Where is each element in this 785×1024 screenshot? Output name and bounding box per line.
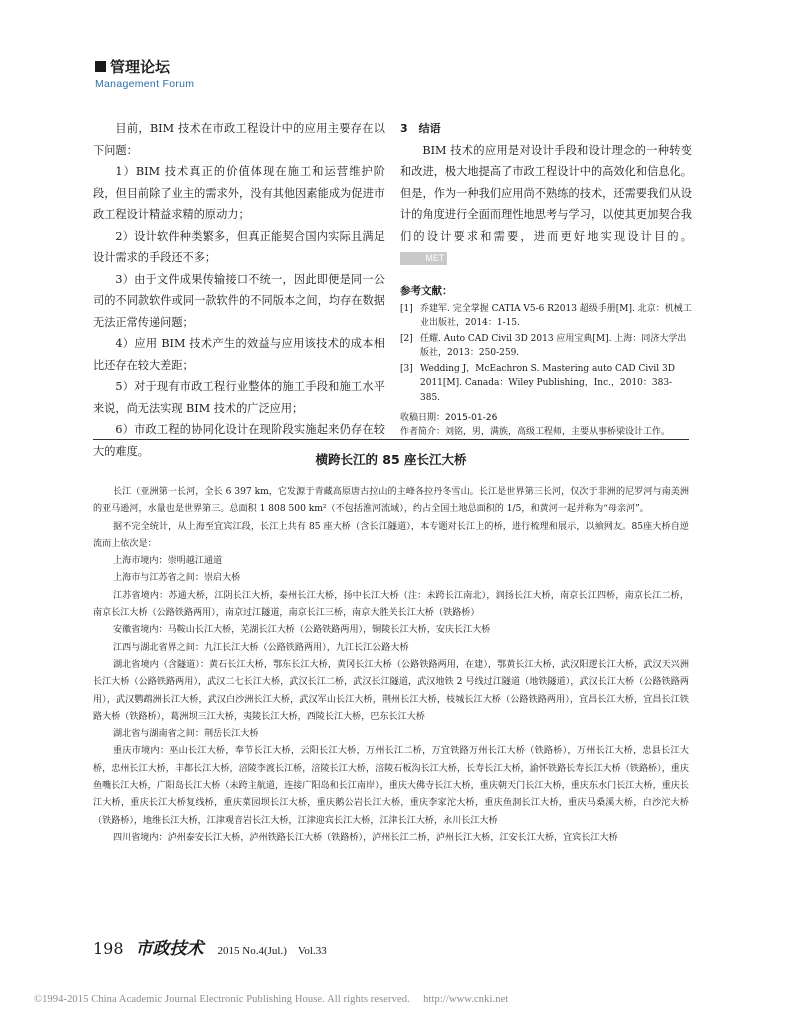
article-paragraph: 江西与湖北省界之间：九江长江大桥（公路铁路两用），九江长江公路大桥 [113, 642, 409, 653]
journal-name: 市政技术 [135, 939, 204, 959]
conclusion-text: BIM 技术的应用是对设计手段和设计理念的一种转变和改进，极大地提高了市政工程设计中的高效化和信息化。但是，作为一种我们应用尚不熟练的技术，还需要我们从设计的角度进行全面而理性地思考与学习，以使其更加契合我们的设计要求和需要，进而更好地实现设计目的。 [400, 143, 692, 243]
section-subtitle: Management Forum [95, 78, 195, 90]
reference-number: [1] [400, 303, 413, 314]
paragraph: 2）设计软件种类繁多，但真正能契合国内实际且满足设计需求的手段还不多； [93, 229, 385, 264]
met-tag: MET [400, 252, 447, 265]
article-paragraph: 湖北省境内（含隧道）：黄石长江大桥，鄂东长江大桥，黄冈长江大桥（公路铁路两用，在建），鄂黄长江大桥，武汉阳逻长江大桥，武汉天兴洲长江大桥（公路铁路两用），武汉二七长江大桥，武汉长江二桥，武汉长江隧道，武汉地铁 2 号线过江隧道（地铁隧道），武汉长江大桥（公路铁路两用），武汉鹦鹉洲长江大桥，武汉白沙洲长江大桥，武汉军山长江大桥，荆州长江大桥，枝城长江大桥（公路铁路两用），宜昌长江大桥，宜昌长江铁路大桥（铁路桥），葛洲坝三江大桥，夷陵长江大桥，西陵长江大桥，巴东长江大桥 [93, 659, 689, 722]
reference-item [400, 332, 692, 361]
square-bullet-icon [95, 61, 106, 72]
right-column [400, 118, 692, 439]
references-heading: 参考文献： [400, 284, 453, 297]
reference-text: 任耀. Auto CAD Civil 3D 2013 应用宝典[M]. 上海：同济大学出版社，2013：250-259. [420, 333, 687, 358]
article-paragraph: 江苏省境内：苏通大桥，江阴长江大桥，泰州长江大桥，扬中长江大桥（注：未跨长江南北），润扬长江大桥，南京长江四桥，南京长江二桥，南京长江大桥（公路铁路两用），南京过江隧道，南京长江三桥，南京大胜关长江大桥（铁路桥） [93, 590, 689, 619]
issue-info: 2015 No.4(Jul.) Vol.33 [217, 945, 327, 957]
page-header [95, 56, 194, 90]
section-title: 管理论坛 [110, 58, 171, 76]
article-paragraph: 安徽省境内：马鞍山长江大桥，芜湖长江大桥（公路铁路两用），铜陵长江大桥，安庆长江大桥 [113, 625, 491, 636]
reference-item [400, 362, 692, 406]
author-bio: 作者简介：刘铭，男，满族，高级工程师，主要从事桥梁设计工作。 [400, 427, 671, 437]
section-divider [93, 439, 689, 440]
reference-text: Wedding J，McEachron S. Mastering auto CAD Civil 3D 2011[M]. Canada：Wiley Publishing，Inc.，2010：383-385. [420, 363, 675, 403]
page-footer [93, 934, 327, 959]
conclusion-heading: 3 结语 [400, 122, 441, 135]
paragraph: 4）应用 BIM 技术产生的效益与应用该技术的成本相比还存在较大差距； [93, 337, 385, 372]
copyright-notice: ©1994-2015 China Academic Journal Electronic Publishing House. All rights reserved. http://www.cnki.net [34, 994, 509, 1005]
paragraph: 5）对于现有市政工程行业整体的施工手段和施工水平来说，尚无法实现 BIM 技术的广泛应用； [93, 380, 385, 415]
paragraph: 目前，BIM 技术在市政工程设计中的应用主要存在以下问题： [93, 122, 385, 157]
article-title: 横跨长江的 85 座长江大桥 [315, 452, 467, 467]
reference-item [400, 302, 692, 331]
conclusion-paragraph [400, 140, 692, 269]
article-paragraph: 四川省境内：泸州泰安长江大桥，泸州铁路长江大桥（铁路桥），泸州长江二桥，泸州长江大桥，江安长江大桥，宜宾长江大桥 [113, 832, 618, 843]
article-paragraph: 上海市与江苏省之间：崇启大桥 [113, 573, 241, 584]
received-date: 收稿日期：2015-01-26 [400, 413, 498, 423]
article-paragraph: 湖北省与湖南省之间：荆岳长江大桥 [113, 729, 259, 740]
article-paragraph: 重庆市境内：巫山长江大桥，奉节长江大桥，云阳长江大桥，万州长江二桥，万宜铁路万州长江大桥（铁路桥），万州长江大桥，忠县长江大桥，忠州长江大桥，丰都长江大桥，涪陵李渡长江桥，涪陵长江大桥，涪陵石板沟长江大桥，长寿长江大桥，渝怀铁路长寿长江大桥（铁路桥），重庆鱼嘴长江大桥，广阳岛长江大桥（未跨主航道，连接广阳岛和长江南岸），重庆大佛寺长江大桥，重庆朝天门长江大桥，重庆东水门长江大桥，重庆长江大桥，重庆长江大桥复线桥，重庆菜园坝长江大桥，重庆鹅公岩长江大桥，重庆李家沱大桥，重庆鱼洞长江大桥，重庆马桑溪大桥，白沙沱大桥（铁路桥），地维长江大桥，江津观音岩长江大桥，江津迎宾长江大桥，江津长江大桥，永川长江大桥 [93, 746, 689, 826]
reference-text: 乔建军. 完全掌握 CATIA V5-6 R2013 超级手册[M]. 北京：机械工业出版社，2014：1-15. [420, 303, 692, 328]
article-paragraph: 长江（亚洲第一长河，全长 6 397 km，它发源于青藏高原唐古拉山的主峰各拉丹冬雪山。长江是世界第三长河，仅次于非洲的尼罗河与南美洲的亚马逊河，水量也是世界第三。总面积 1 808 500 km²（不包括淮河流域），约占全国土地总面积的 1/5，和黄河一起并称为“母亲河”。 [93, 487, 689, 515]
article-body [93, 484, 689, 847]
page-number: 198 [93, 939, 124, 958]
article-paragraph: 据不完全统计，从上海至宜宾江段，长江上共有 85 座大桥（含长江隧道），本专题对长江上的桥，进行梳理和展示，以飨网友。85座大桥自逆流而上依次是： [93, 521, 689, 549]
reference-number: [2] [400, 333, 413, 344]
paragraph: 1）BIM 技术真正的价值体现在施工和运营维护阶段，但目前除了业主的需求外，没有其他因素能成为促进市政工程设计精益求精的原动力； [93, 165, 385, 221]
article-paragraph: 上海市境内：崇明越江通道 [113, 556, 223, 567]
paragraph: 3）由于文件成果传输接口不统一，因此即便是同一公司的不同款软件或同一款软件的不同版本之间，均存在数据无法正常传递问题； [93, 272, 385, 329]
reference-number: [3] [400, 363, 413, 374]
paragraph: 6）市政工程的协同化设计在现阶段实施起来仍存在较大的难度。 [93, 423, 385, 458]
left-column [93, 118, 385, 462]
